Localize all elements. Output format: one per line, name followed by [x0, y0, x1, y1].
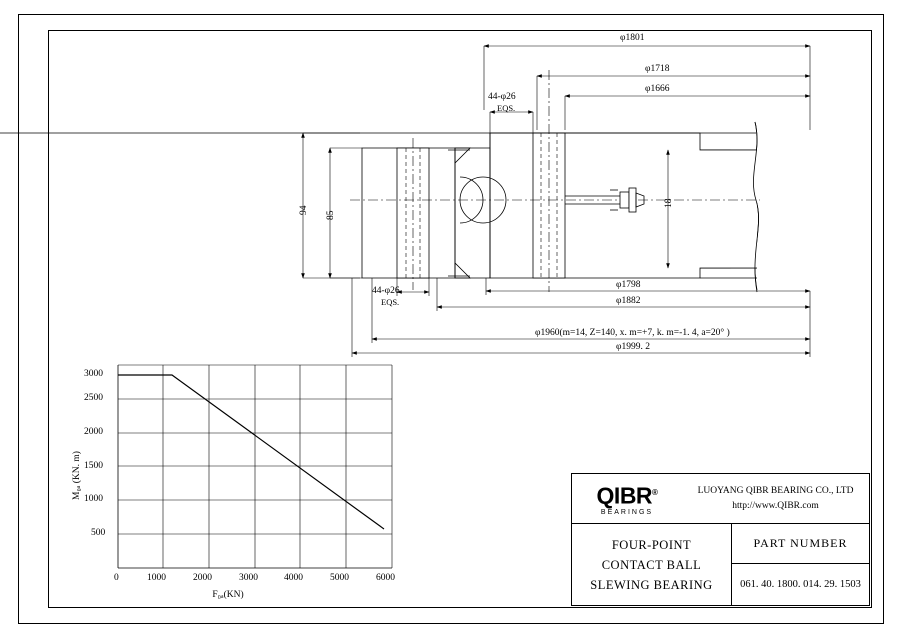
dim-label-holes-lower-count: 44-φ26: [372, 286, 400, 296]
part-number-value: 061. 40. 1800. 014. 29. 1503: [740, 579, 861, 590]
product-description-line-3: SLEWING BEARING: [590, 578, 713, 592]
chart-xtick-1000: 1000: [147, 573, 166, 583]
dim-label-holes-upper-note: EQS.: [497, 103, 516, 113]
chart-xtick-2000: 2000: [193, 573, 212, 583]
part-number-header: PART NUMBER: [732, 524, 869, 564]
brand-logo: [572, 474, 682, 523]
chart-xtick-6000: 6000: [376, 573, 395, 583]
product-description-line-1: FOUR-POINT: [611, 538, 692, 552]
product-description-line-2: CONTACT BALL: [601, 558, 702, 572]
dim-label-gear-spec: φ1960(m=14, Z=140, x. m=+7, k. m=-1. 4, a=20° ): [535, 328, 730, 338]
title-block-header: [572, 474, 869, 524]
chart-ytick-3000: 3000: [84, 369, 103, 379]
dim-label-height-18: 18: [664, 198, 674, 208]
registered-mark: ®: [652, 487, 658, 497]
chart-xaxis-label: F₀ₐ(KN): [212, 590, 244, 600]
logo-subtitle: BEARINGS: [600, 509, 654, 517]
chart-xtick-0: 0: [114, 573, 119, 583]
title-block-body: [572, 524, 869, 606]
chart-ytick-500: 500: [91, 528, 106, 538]
part-number-block: [732, 524, 869, 606]
company-website: http://www.QIBR.com: [732, 500, 819, 511]
load-capacity-chart: [118, 365, 392, 568]
dim-label-phi1718: φ1718: [645, 64, 670, 74]
chart-ytick-1000: 1000: [84, 494, 103, 504]
chart-yaxis-label: M₀ₐ (KN. m): [72, 451, 82, 500]
company-info: [682, 474, 869, 523]
dim-label-height-94: 94: [299, 205, 309, 215]
product-description: [572, 524, 732, 606]
chart-xtick-4000: 4000: [284, 573, 303, 583]
logo-text: QIBR: [596, 482, 653, 509]
dim-label-holes-upper-count: 44-φ26: [488, 92, 516, 102]
chart-ytick-2500: 2500: [84, 393, 103, 403]
dim-label-phi1666: φ1666: [645, 84, 670, 94]
dim-label-phi1801: φ1801: [620, 33, 645, 43]
bottom-dimension-lines: [352, 278, 810, 357]
dim-label-phi1999: φ1999. 2: [616, 342, 650, 352]
height-dimension-lines: [303, 133, 668, 278]
chart-xtick-5000: 5000: [330, 573, 349, 583]
chart-xtick-3000: 3000: [239, 573, 258, 583]
dim-label-phi1798: φ1798: [616, 280, 641, 290]
dim-label-holes-lower-note: EQS.: [381, 297, 400, 307]
company-name: LUOYANG QIBR BEARING CO., LTD: [697, 485, 854, 496]
dim-label-height-85: 85: [326, 210, 336, 220]
title-block: [571, 473, 870, 606]
chart-ytick-2000: 2000: [84, 427, 103, 437]
bearing-cross-section: [0, 70, 760, 292]
chart-ytick-1500: 1500: [84, 461, 103, 471]
dim-label-phi1882: φ1882: [616, 296, 641, 306]
